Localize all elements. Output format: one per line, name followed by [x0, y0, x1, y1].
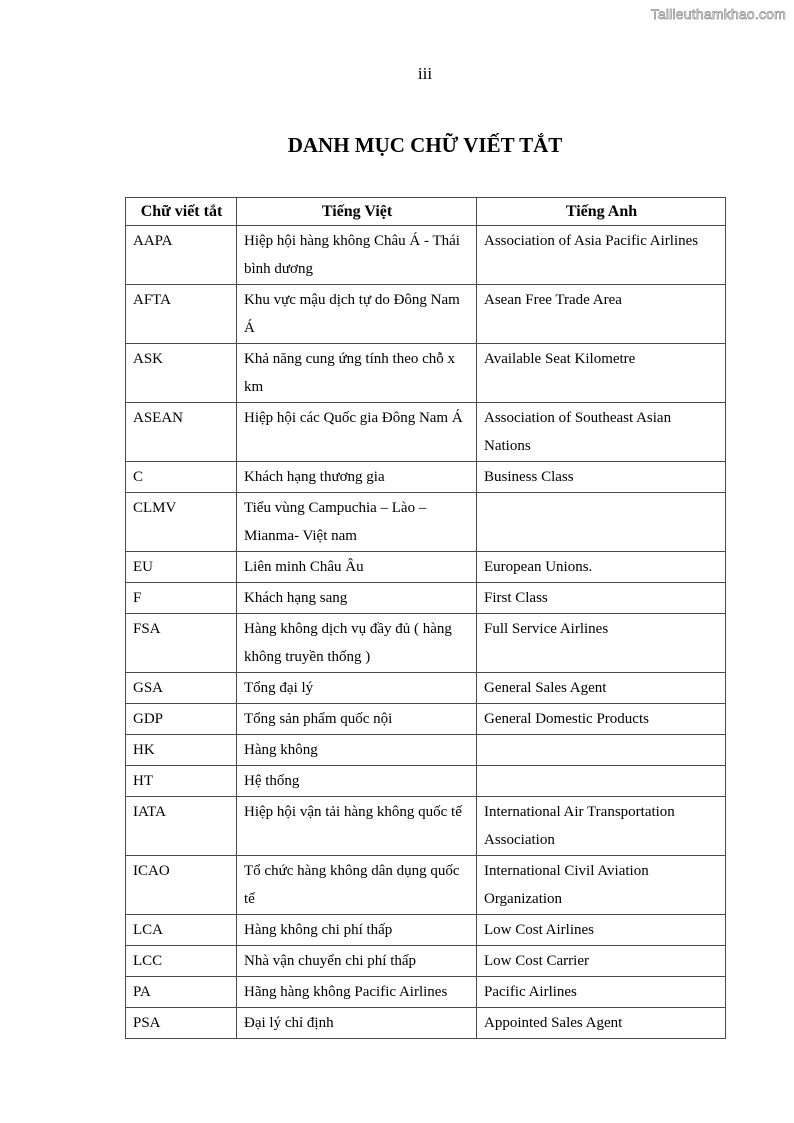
vietnamese-cell: Tổng đại lý — [237, 673, 477, 704]
english-cell: International Air Transportation Association — [477, 797, 726, 856]
english-cell: General Domestic Products — [477, 704, 726, 735]
english-cell: Available Seat Kilometre — [477, 344, 726, 403]
table-row — [126, 946, 726, 977]
abbr-cell: HT — [126, 766, 237, 797]
table-row — [126, 493, 726, 552]
vietnamese-cell: Hiệp hội các Quốc gia Đông Nam Á — [237, 403, 477, 462]
table-row — [126, 856, 726, 915]
table-row — [126, 915, 726, 946]
abbr-cell: F — [126, 583, 237, 614]
abbr-cell: GDP — [126, 704, 237, 735]
english-cell: Pacific Airlines — [477, 977, 726, 1008]
english-cell: Business Class — [477, 462, 726, 493]
table-row — [126, 552, 726, 583]
vietnamese-cell: Nhà vận chuyển chi phí thấp — [237, 946, 477, 977]
vietnamese-cell: Tổng sản phẩm quốc nội — [237, 704, 477, 735]
page-title: DANH MỤC CHỮ VIẾT TẮT — [287, 133, 563, 157]
table-body — [126, 226, 726, 1039]
abbr-cell: LCA — [126, 915, 237, 946]
english-cell: Appointed Sales Agent — [477, 1008, 726, 1039]
abbr-cell: IATA — [126, 797, 237, 856]
english-cell: Association of Asia Pacific Airlines — [477, 226, 726, 285]
column-header-vietnamese: Tiếng Việt — [237, 198, 477, 226]
vietnamese-cell: Khả năng cung ứng tính theo chỗ x km — [237, 344, 477, 403]
english-cell: Low Cost Carrier — [477, 946, 726, 977]
table-row — [126, 797, 726, 856]
english-cell — [477, 493, 726, 552]
vietnamese-cell: Tiểu vùng Campuchia – Lào – Mianma- Việt nam — [237, 493, 477, 552]
table-row — [126, 583, 726, 614]
vietnamese-cell: Hiệp hội hàng không Châu Á - Thái bình dương — [237, 226, 477, 285]
english-cell — [477, 766, 726, 797]
vietnamese-cell: Tổ chức hàng không dân dụng quốc tế — [237, 856, 477, 915]
table-row — [126, 403, 726, 462]
watermark: Tailieuthamkhao.com — [650, 6, 786, 22]
abbr-cell: C — [126, 462, 237, 493]
vietnamese-cell: Hãng hàng không Pacific Airlines — [237, 977, 477, 1008]
vietnamese-cell: Đại lý chỉ định — [237, 1008, 477, 1039]
vietnamese-cell: Hàng không dịch vụ đầy đủ ( hàng không truyền thống ) — [237, 614, 477, 673]
abbr-cell: EU — [126, 552, 237, 583]
table-row — [126, 673, 726, 704]
table-row — [126, 285, 726, 344]
abbr-cell: GSA — [126, 673, 237, 704]
vietnamese-cell: Hàng không — [237, 735, 477, 766]
abbr-cell: LCC — [126, 946, 237, 977]
vietnamese-cell: Khu vực mậu dịch tự do Đông Nam Á — [237, 285, 477, 344]
abbr-cell: PA — [126, 977, 237, 1008]
abbr-cell: PSA — [126, 1008, 237, 1039]
table-row — [126, 226, 726, 285]
table-row — [126, 344, 726, 403]
vietnamese-cell: Hệ thống — [237, 766, 477, 797]
english-cell: Full Service Airlines — [477, 614, 726, 673]
english-cell: European Unions. — [477, 552, 726, 583]
english-cell: International Civil Aviation Organization — [477, 856, 726, 915]
english-cell: General Sales Agent — [477, 673, 726, 704]
vietnamese-cell: Hiệp hội vận tải hàng không quốc tế — [237, 797, 477, 856]
english-cell: Association of Southeast Asian Nations — [477, 403, 726, 462]
table-row — [126, 766, 726, 797]
abbr-cell: ASEAN — [126, 403, 237, 462]
abbr-cell: CLMV — [126, 493, 237, 552]
table-header-row — [126, 198, 726, 226]
vietnamese-cell: Liên minh Châu Âu — [237, 552, 477, 583]
english-cell: Asean Free Trade Area — [477, 285, 726, 344]
table-row — [126, 462, 726, 493]
abbr-cell: AFTA — [126, 285, 237, 344]
column-header-abbreviation: Chữ viết tắt — [126, 198, 237, 226]
vietnamese-cell: Khách hạng sang — [237, 583, 477, 614]
vietnamese-cell: Hàng không chi phí thấp — [237, 915, 477, 946]
vietnamese-cell: Khách hạng thương gia — [237, 462, 477, 493]
page-number: iii — [417, 64, 433, 83]
abbreviation-table — [125, 197, 726, 1039]
column-header-english: Tiếng Anh — [477, 198, 726, 226]
abbr-cell: ICAO — [126, 856, 237, 915]
abbr-cell: HK — [126, 735, 237, 766]
table-row — [126, 614, 726, 673]
table-row — [126, 735, 726, 766]
table-row — [126, 1008, 726, 1039]
english-cell: Low Cost Airlines — [477, 915, 726, 946]
table-row — [126, 977, 726, 1008]
abbr-cell: ASK — [126, 344, 237, 403]
table-row — [126, 704, 726, 735]
abbr-cell: AAPA — [126, 226, 237, 285]
abbr-cell: FSA — [126, 614, 237, 673]
english-cell — [477, 735, 726, 766]
english-cell: First Class — [477, 583, 726, 614]
